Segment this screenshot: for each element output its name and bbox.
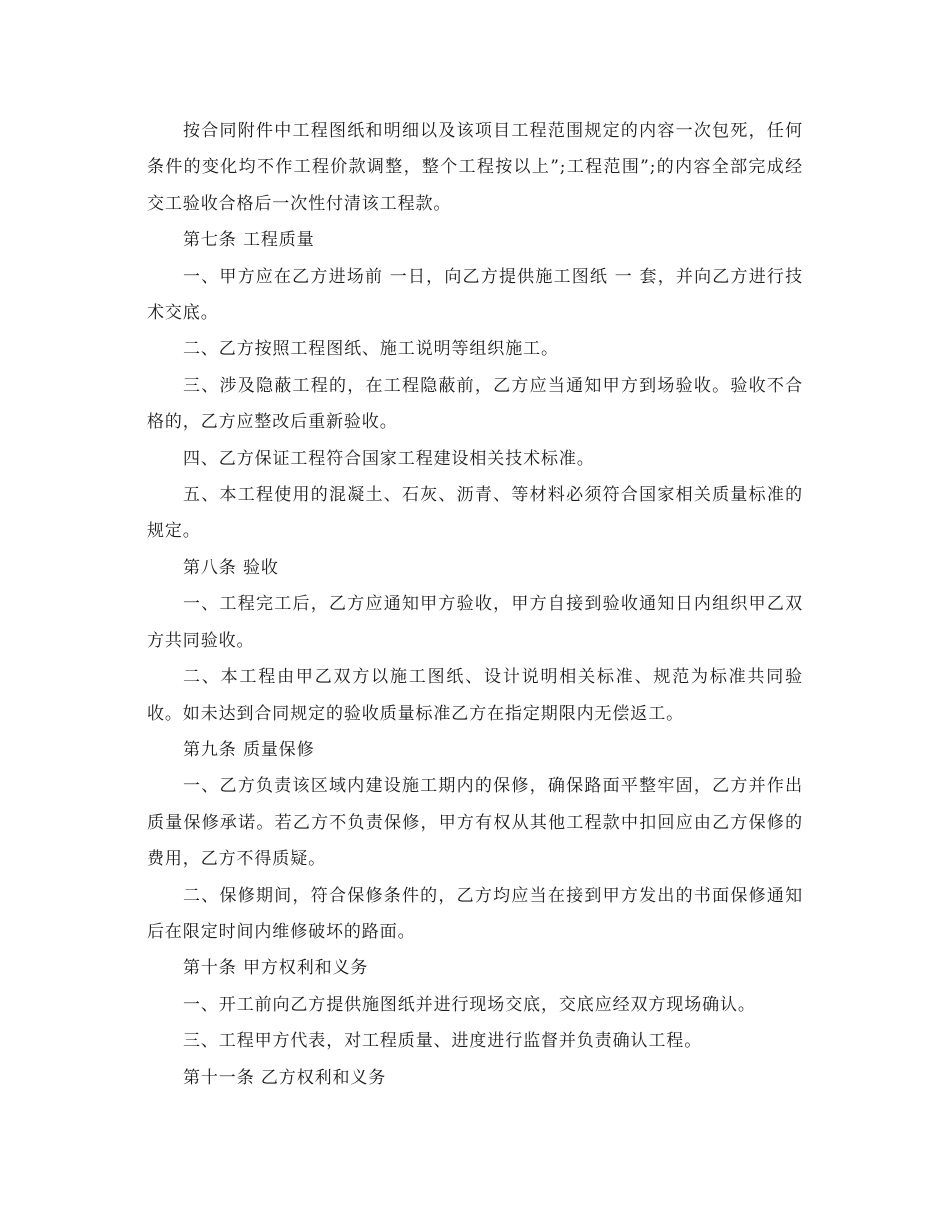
clause-paragraph: 一、甲方应在乙方进场前 一日，向乙方提供施工图纸 一 套，并向乙方进行技术交底。 — [147, 266, 803, 324]
article-heading: 第八条 验收 — [183, 557, 279, 578]
clause-paragraph: 三、涉及隐蔽工程的，在工程隐蔽前，乙方应当通知甲方到场验收。验收不合格的，乙方应整改后重新验收。 — [147, 375, 803, 433]
clause-paragraph: 一、工程完工后，乙方应通知甲方验收，甲方自接到验收通知日内组织甲乙双方共同验收。 — [147, 594, 803, 651]
article-heading: 第九条 质量保修 — [183, 739, 315, 760]
clause-paragraph: 一、开工前向乙方提供施图纸并进行现场交底，交底应经双方现场确认。 — [183, 994, 756, 1015]
clause-paragraph: 四、乙方保证工程符合国家工程建设相关技术标准。 — [183, 448, 595, 469]
clause-paragraph: 二、保修期间，符合保修条件的，乙方均应当在接到甲方发出的书面保修通知后在限定时间内维修破坏的路面。 — [147, 885, 803, 942]
article-heading: 第十一条 乙方权利和义务 — [183, 1067, 387, 1088]
clause-paragraph: 五、本工程使用的混凝土、石灰、沥青、等材料必须符合国家相关质量标准的规定。 — [147, 485, 803, 542]
article-heading: 第七条 工程质量 — [183, 230, 315, 251]
clause-paragraph: 三、工程甲方代表，对工程质量、进度进行监督并负责确认工程。 — [183, 1031, 703, 1052]
payment-terms-paragraph: 按合同附件中工程图纸和明细以及该项目工程范围规定的内容一次包死，任何条件的变化均不作工程价款调整，整个工程按以上”;工程范围”;的内容全部完成经交工验收合格后一次性付清该工程款。 — [147, 121, 803, 214]
clause-paragraph: 二、本工程由甲乙双方以施工图纸、设计说明相关标准、规范为标准共同验收。如未达到合同规定的验收质量标准乙方在指定期限内无偿返工。 — [147, 667, 803, 724]
document-body — [147, 113, 803, 1096]
clause-paragraph: 二、乙方按照工程图纸、施工说明等组织施工。 — [183, 339, 559, 360]
clause-paragraph: 一、乙方负责该区域内建设施工期内的保修，确保路面平整牢固，乙方并作出质量保修承诺。若乙方不负责保修，甲方有权从其他工程款中扣回应由乙方保修的费用，乙方不得质疑。 — [147, 776, 803, 870]
article-heading: 第十条 甲方权利和义务 — [183, 958, 369, 979]
